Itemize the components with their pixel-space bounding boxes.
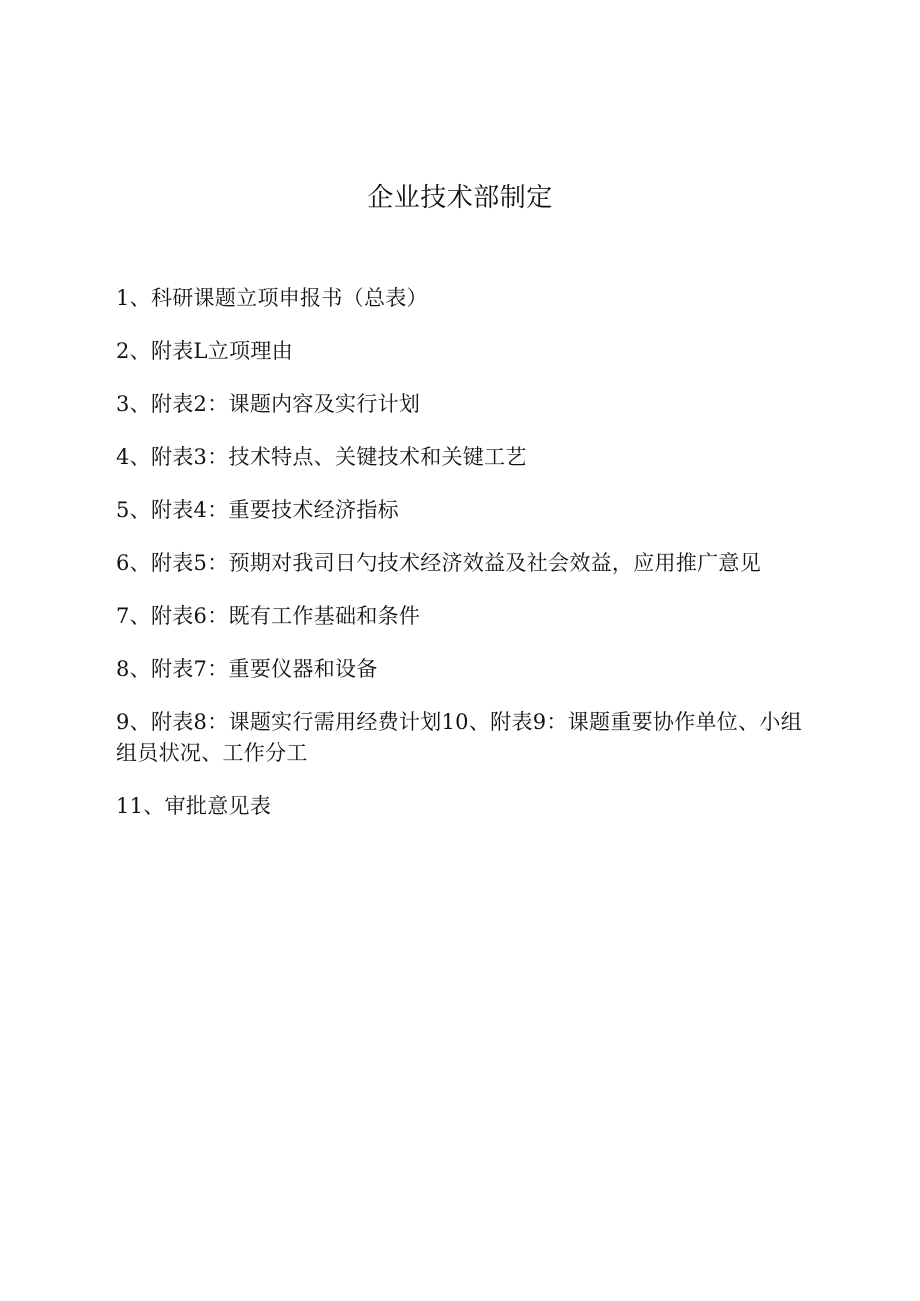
toc-item-2: 2、附表L立项理由 [116, 339, 294, 363]
toc-item-1: 1、科研课题立项申报书（总表） [116, 286, 428, 310]
toc-item-7: 7、附表6：既有工作基础和条件 [116, 604, 421, 628]
toc-item-4: 4、附表3：技术特点、关键技术和关键工艺 [116, 445, 527, 469]
table-of-contents [116, 283, 806, 844]
toc-item-8: 8、附表7：重要仪器和设备 [116, 657, 378, 681]
toc-item-11: 11、审批意见表 [116, 794, 272, 818]
document-title: 企业技术部制定 [367, 183, 553, 213]
toc-item-9: 9、附表8：课题实行需用经费计划10、附表9：课题重要协作单位、小组组员状况、工作分工 [116, 710, 803, 765]
toc-item-6: 6、附表5：预期对我司日勺技术经济效益及社会效益，应用推广意见 [116, 551, 762, 575]
toc-item-3: 3、附表2：课题内容及实行计划 [116, 392, 421, 416]
toc-item-5: 5、附表4：重要技术经济指标 [116, 498, 399, 522]
